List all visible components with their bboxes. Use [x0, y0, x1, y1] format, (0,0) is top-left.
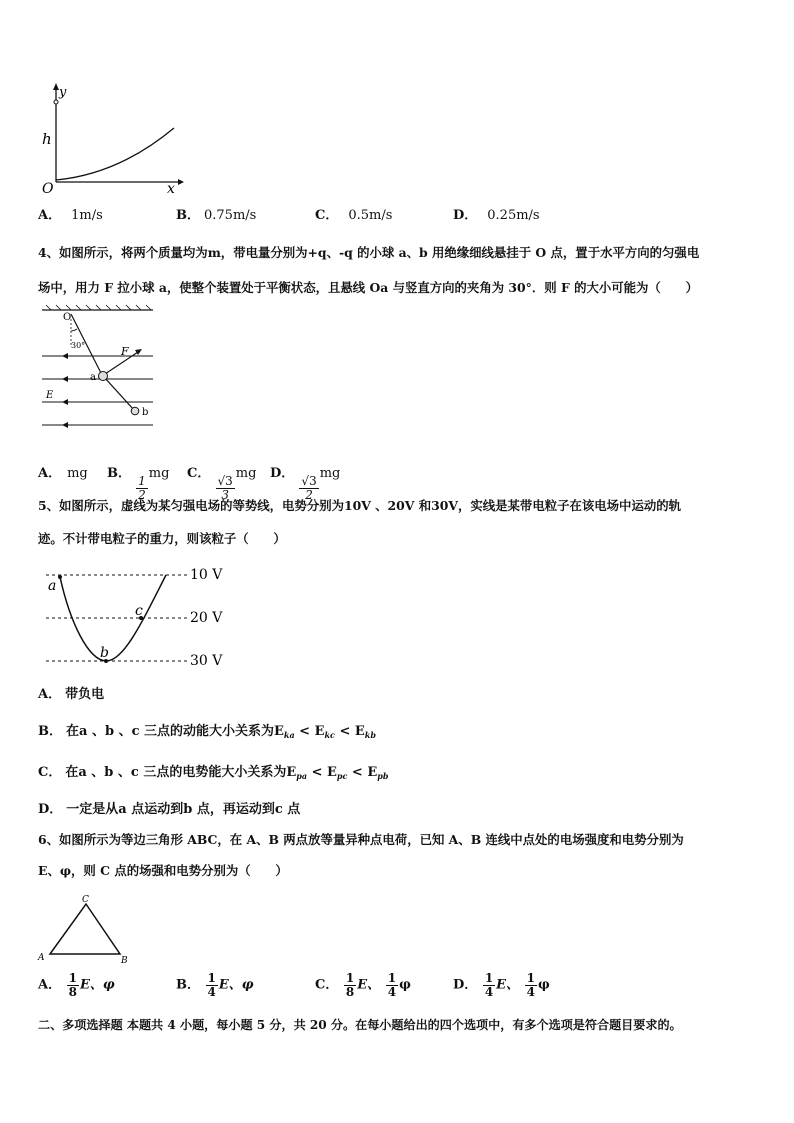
- origin-label: O: [42, 181, 54, 195]
- q4-option-b[interactable]: B． $\frac{1}{2}$ mg: [107, 466, 170, 502]
- q6-option-c[interactable]: C． $\frac{1}{8}$ E、 $\frac{1}{4}$ φ: [315, 971, 411, 999]
- point-o-label: O: [63, 312, 72, 323]
- q6-stem-line2: E、φ，则 C 点的场强和电势分别为（ ）: [38, 863, 288, 878]
- ball-a: [99, 372, 108, 381]
- field-e-label: E: [46, 390, 54, 401]
- potential-30v-label: 30 V: [190, 653, 223, 669]
- equipotential-lines: [46, 575, 188, 661]
- y-axis-marker: [54, 100, 58, 104]
- point-a-label: a: [48, 578, 57, 594]
- q4-figure: [38, 304, 163, 434]
- q6-stem-line1: 6、如图所示为等边三角形 ABC，在 A、B 两点放等量异种点电荷，已知 A、B 连线中点处的电场强度和电势分别为: [38, 832, 684, 847]
- ball-b-label: b: [142, 407, 149, 418]
- q3-option-c[interactable]: C． 0.5m/s: [315, 208, 393, 223]
- q6-triangle-figure: [36, 890, 136, 968]
- potential-10v-label: 10 V: [190, 567, 223, 583]
- q5-stem-line1: 5、如图所示，虚线为某匀强电场的等势线，电势分别为10V 、20V 和30V，实线是某带电粒子在该电场中运动的轨: [38, 498, 682, 513]
- q6-option-b[interactable]: B． $\frac{1}{4}$ E、φ: [176, 971, 254, 999]
- q6-option-a[interactable]: A． $\frac{1}{8}$ E、φ: [38, 971, 115, 999]
- triangle-abc: [50, 904, 120, 954]
- point-c-label: c: [135, 603, 143, 619]
- q5-option-a[interactable]: A． 带负电: [38, 687, 105, 702]
- section-2-heading: 二、多项选择题 本题共 4 小题，每小题 5 分，共 20 分。在每小题给出的四个选项中，有多个选项是符合题目要求的。: [38, 1018, 682, 1032]
- ball-a-label: a: [90, 372, 96, 383]
- ceiling-hatch: [46, 305, 151, 310]
- q5-stem-line2: 迹。不计带电粒子的重力，则该粒子（ ）: [38, 531, 286, 546]
- y-label: y: [59, 85, 67, 100]
- potential-20v-label: 20 V: [190, 610, 223, 626]
- h-label: h: [42, 130, 52, 148]
- x-label: x: [167, 181, 175, 195]
- ball-b: [131, 407, 139, 415]
- angle-label: 30°: [71, 341, 86, 350]
- x-axis-arrow: [178, 179, 184, 185]
- vertex-b-label: B: [121, 956, 128, 966]
- force-label: F: [121, 345, 129, 358]
- q4-stem-line2: 场中，用力 F 拉小球 a，使整个装置处于平衡状态，且悬线 Oa 与竖直方向的夹角为 30°．则 F 的大小可能为（ ）: [38, 280, 698, 295]
- vertex-c-label: C: [82, 895, 89, 905]
- q3-option-b[interactable]: B． 0.75m/s: [176, 208, 257, 223]
- thread-ab: [104, 377, 134, 410]
- q4-stem-line1: 4、如图所示，将两个质量均为m，带电量分别为+q、-q 的小球 a、b 用绝缘细线悬挂于 O 点，置于水平方向的匀强电: [38, 245, 700, 260]
- q3-option-a[interactable]: A． 1m/s: [38, 208, 103, 223]
- vertex-a-label: A: [38, 953, 45, 963]
- q3-option-d[interactable]: D． 0.25m/s: [453, 208, 540, 223]
- point-a: [58, 575, 62, 579]
- q6-option-d[interactable]: D． $\frac{1}{4}$ E、 $\frac{1}{4}$ φ: [453, 971, 550, 999]
- q5-option-d[interactable]: D． 一定是从a 点运动到b 点，再运动到c 点: [38, 802, 301, 817]
- q4-option-d[interactable]: D． $\frac{√3}{2}$ mg: [270, 466, 341, 502]
- q5-figure: [38, 562, 238, 672]
- q5-option-b[interactable]: B． 在a 、b 、c 三点的动能大小关系为$E_{ka} < E_{kc} < E_{kb}$: [38, 724, 376, 740]
- q5-option-c[interactable]: C． 在a 、b 、c 三点的电势能大小关系为$E_{pa} < E_{pc} < E_{pb}$: [38, 765, 389, 781]
- point-b-label: b: [100, 645, 109, 661]
- graph-y-vs-x: [38, 80, 188, 195]
- q4-option-c[interactable]: C． $\frac{√3}{3}$ mg: [187, 466, 257, 502]
- trajectory-curve: [56, 128, 174, 180]
- q4-option-a[interactable]: A． mg: [38, 466, 88, 481]
